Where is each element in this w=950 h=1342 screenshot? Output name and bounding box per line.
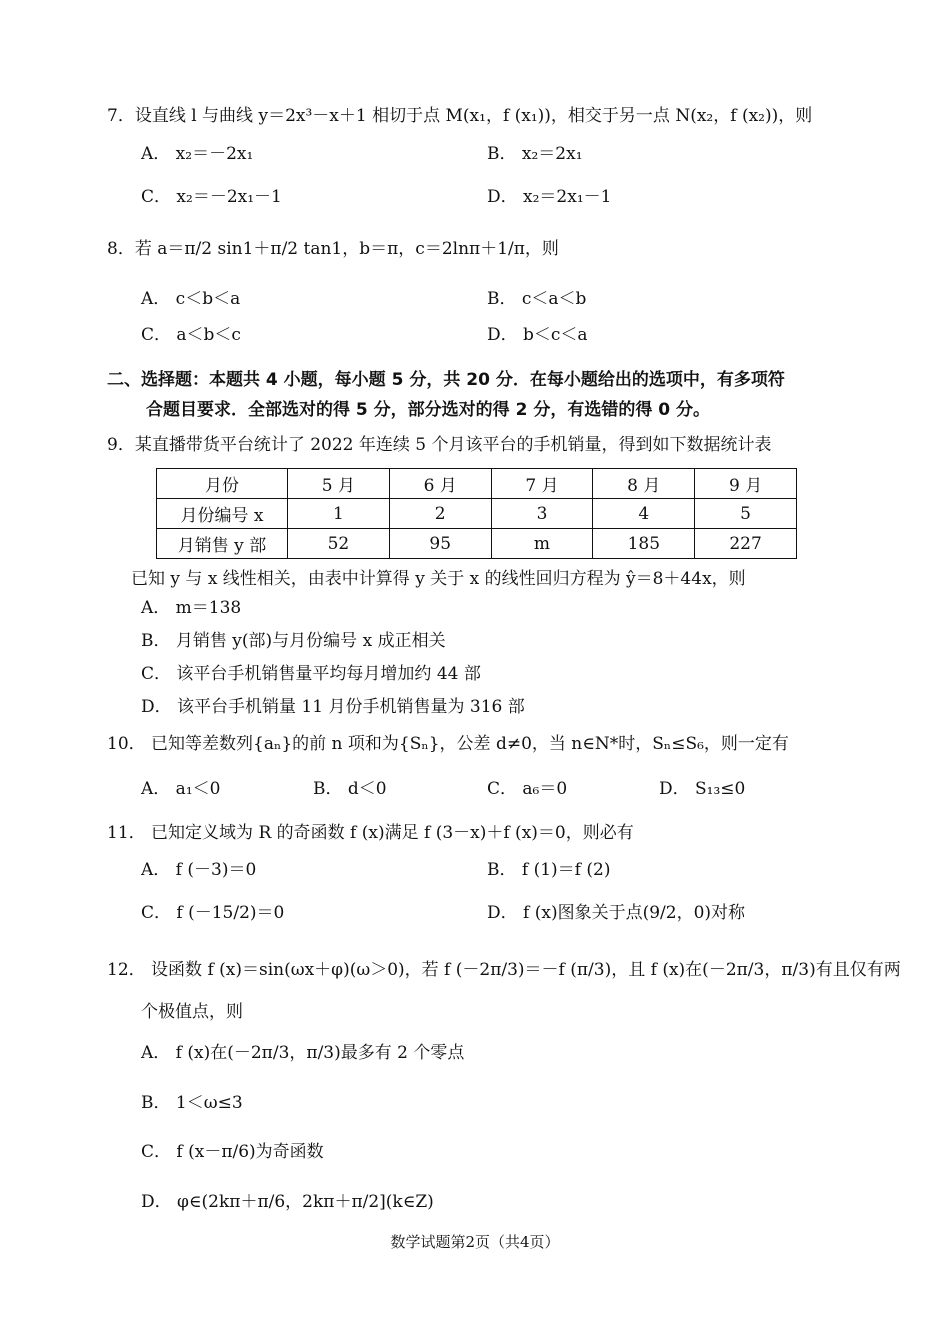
q10-option-b: B． d＜0 bbox=[313, 779, 387, 799]
q11-option-c: C． f (－15/2)＝0 bbox=[141, 903, 285, 923]
table-cell: 185 bbox=[593, 529, 695, 559]
q12-option-d: D． φ∈(2kπ＋π/6，2kπ＋π/2](k∈Z) bbox=[141, 1192, 434, 1212]
q12-stem-line2: 个极值点，则 bbox=[141, 1002, 243, 1022]
table-cell: 1 bbox=[288, 499, 390, 529]
table-cell: 8 月 bbox=[593, 469, 695, 499]
table-row bbox=[157, 499, 797, 529]
table-cell: 月份编号 x bbox=[157, 499, 288, 529]
q12-option-b: B． 1＜ω≤3 bbox=[141, 1093, 243, 1113]
table-cell: 2 bbox=[389, 499, 491, 529]
q9-option-d: D． 该平台手机销量 11 月份手机销售量为 316 部 bbox=[141, 697, 525, 717]
q9-option-a: A． m＝138 bbox=[141, 598, 242, 618]
q7-stem: 7．设直线 l 与曲线 y＝2x³－x＋1 相切于点 M(x₁，f (x₁))，相交于另一点 N(x₂，f (x₂))，则 bbox=[107, 106, 813, 126]
q9-regression-text: 已知 y 与 x 线性相关，由表中计算得 y 关于 x 的线性回归方程为 ŷ＝8＋44x，则 bbox=[131, 569, 746, 589]
q8-stem: 8．若 a＝π/2 sin1＋π/2 tan1，b＝π，c＝2lnπ＋1/π，则 bbox=[107, 239, 559, 259]
section2-heading-line2: 合题目要求．全部选对的得 5 分，部分选对的得 2 分，有选错的得 0 分。 bbox=[146, 400, 710, 420]
table-cell: 6 月 bbox=[389, 469, 491, 499]
q11-option-a: A． f (－3)＝0 bbox=[141, 860, 257, 880]
sales-table bbox=[156, 468, 797, 559]
q7-option-c: C． x₂＝－2x₁－1 bbox=[141, 187, 282, 207]
table-cell: 3 bbox=[491, 499, 593, 529]
q12-option-c: C． f (x－π/6)为奇函数 bbox=[141, 1142, 324, 1162]
table-cell: 5 bbox=[695, 499, 797, 529]
table-cell: m bbox=[491, 529, 593, 559]
table-cell: 95 bbox=[389, 529, 491, 559]
table-cell: 月销售 y 部 bbox=[157, 529, 288, 559]
q10-option-d: D． S₁₃≤0 bbox=[659, 779, 746, 799]
q7-option-b: B． x₂＝2x₁ bbox=[487, 144, 583, 164]
table-cell: 9 月 bbox=[695, 469, 797, 499]
q10-option-c: C． a₆＝0 bbox=[487, 779, 568, 799]
section2-heading-line1: 二、选择题：本题共 4 小题，每小题 5 分，共 20 分．在每小题给出的选项中，有多项符 bbox=[107, 370, 785, 390]
table-row bbox=[157, 469, 797, 499]
q8-option-d: D． b＜c＜a bbox=[487, 325, 588, 345]
q10-option-a: A． a₁＜0 bbox=[141, 779, 221, 799]
q9-option-c: C． 该平台手机销售量平均每月增加约 44 部 bbox=[141, 664, 481, 684]
q12-stem-line1: 12． 设函数 f (x)＝sin(ωx＋φ)(ω＞0)，若 f (－2π/3)＝－f (π/3)，且 f (x)在(－2π/3，π/3)有且仅有两 bbox=[107, 960, 901, 980]
table-cell: 5 月 bbox=[288, 469, 390, 499]
q11-stem: 11． 已知定义域为 R 的奇函数 f (x)满足 f (3－x)＋f (x)＝0，则必有 bbox=[107, 823, 634, 843]
q8-option-a: A． c＜b＜a bbox=[141, 289, 241, 309]
q9-option-b: B． 月销售 y(部)与月份编号 x 成正相关 bbox=[141, 631, 446, 651]
table-cell: 7 月 bbox=[491, 469, 593, 499]
q8-option-c: C． a＜b＜c bbox=[141, 325, 241, 345]
table-cell: 月份 bbox=[157, 469, 288, 499]
q12-option-a: A． f (x)在(－2π/3，π/3)最多有 2 个零点 bbox=[141, 1043, 465, 1063]
q10-stem: 10． 已知等差数列{aₙ}的前 n 项和为{Sₙ}，公差 d≠0，当 n∈N*时，Sₙ≤S₆，则一定有 bbox=[107, 734, 789, 754]
q11-option-d: D． f (x)图象关于点(9/2，0)对称 bbox=[487, 903, 746, 923]
page-footer: 数学试题第2页（共4页） bbox=[390, 1233, 560, 1251]
q8-option-b: B． c＜a＜b bbox=[487, 289, 587, 309]
table-cell: 52 bbox=[288, 529, 390, 559]
table-row bbox=[157, 529, 797, 559]
table-cell: 227 bbox=[695, 529, 797, 559]
q9-stem: 9．某直播带货平台统计了 2022 年连续 5 个月该平台的手机销量，得到如下数据统计表 bbox=[107, 435, 772, 455]
table-cell: 4 bbox=[593, 499, 695, 529]
q11-option-b: B． f (1)＝f (2) bbox=[487, 860, 611, 880]
q7-option-d: D． x₂＝2x₁－1 bbox=[487, 187, 612, 207]
q7-option-a: A． x₂＝－2x₁ bbox=[141, 144, 254, 164]
